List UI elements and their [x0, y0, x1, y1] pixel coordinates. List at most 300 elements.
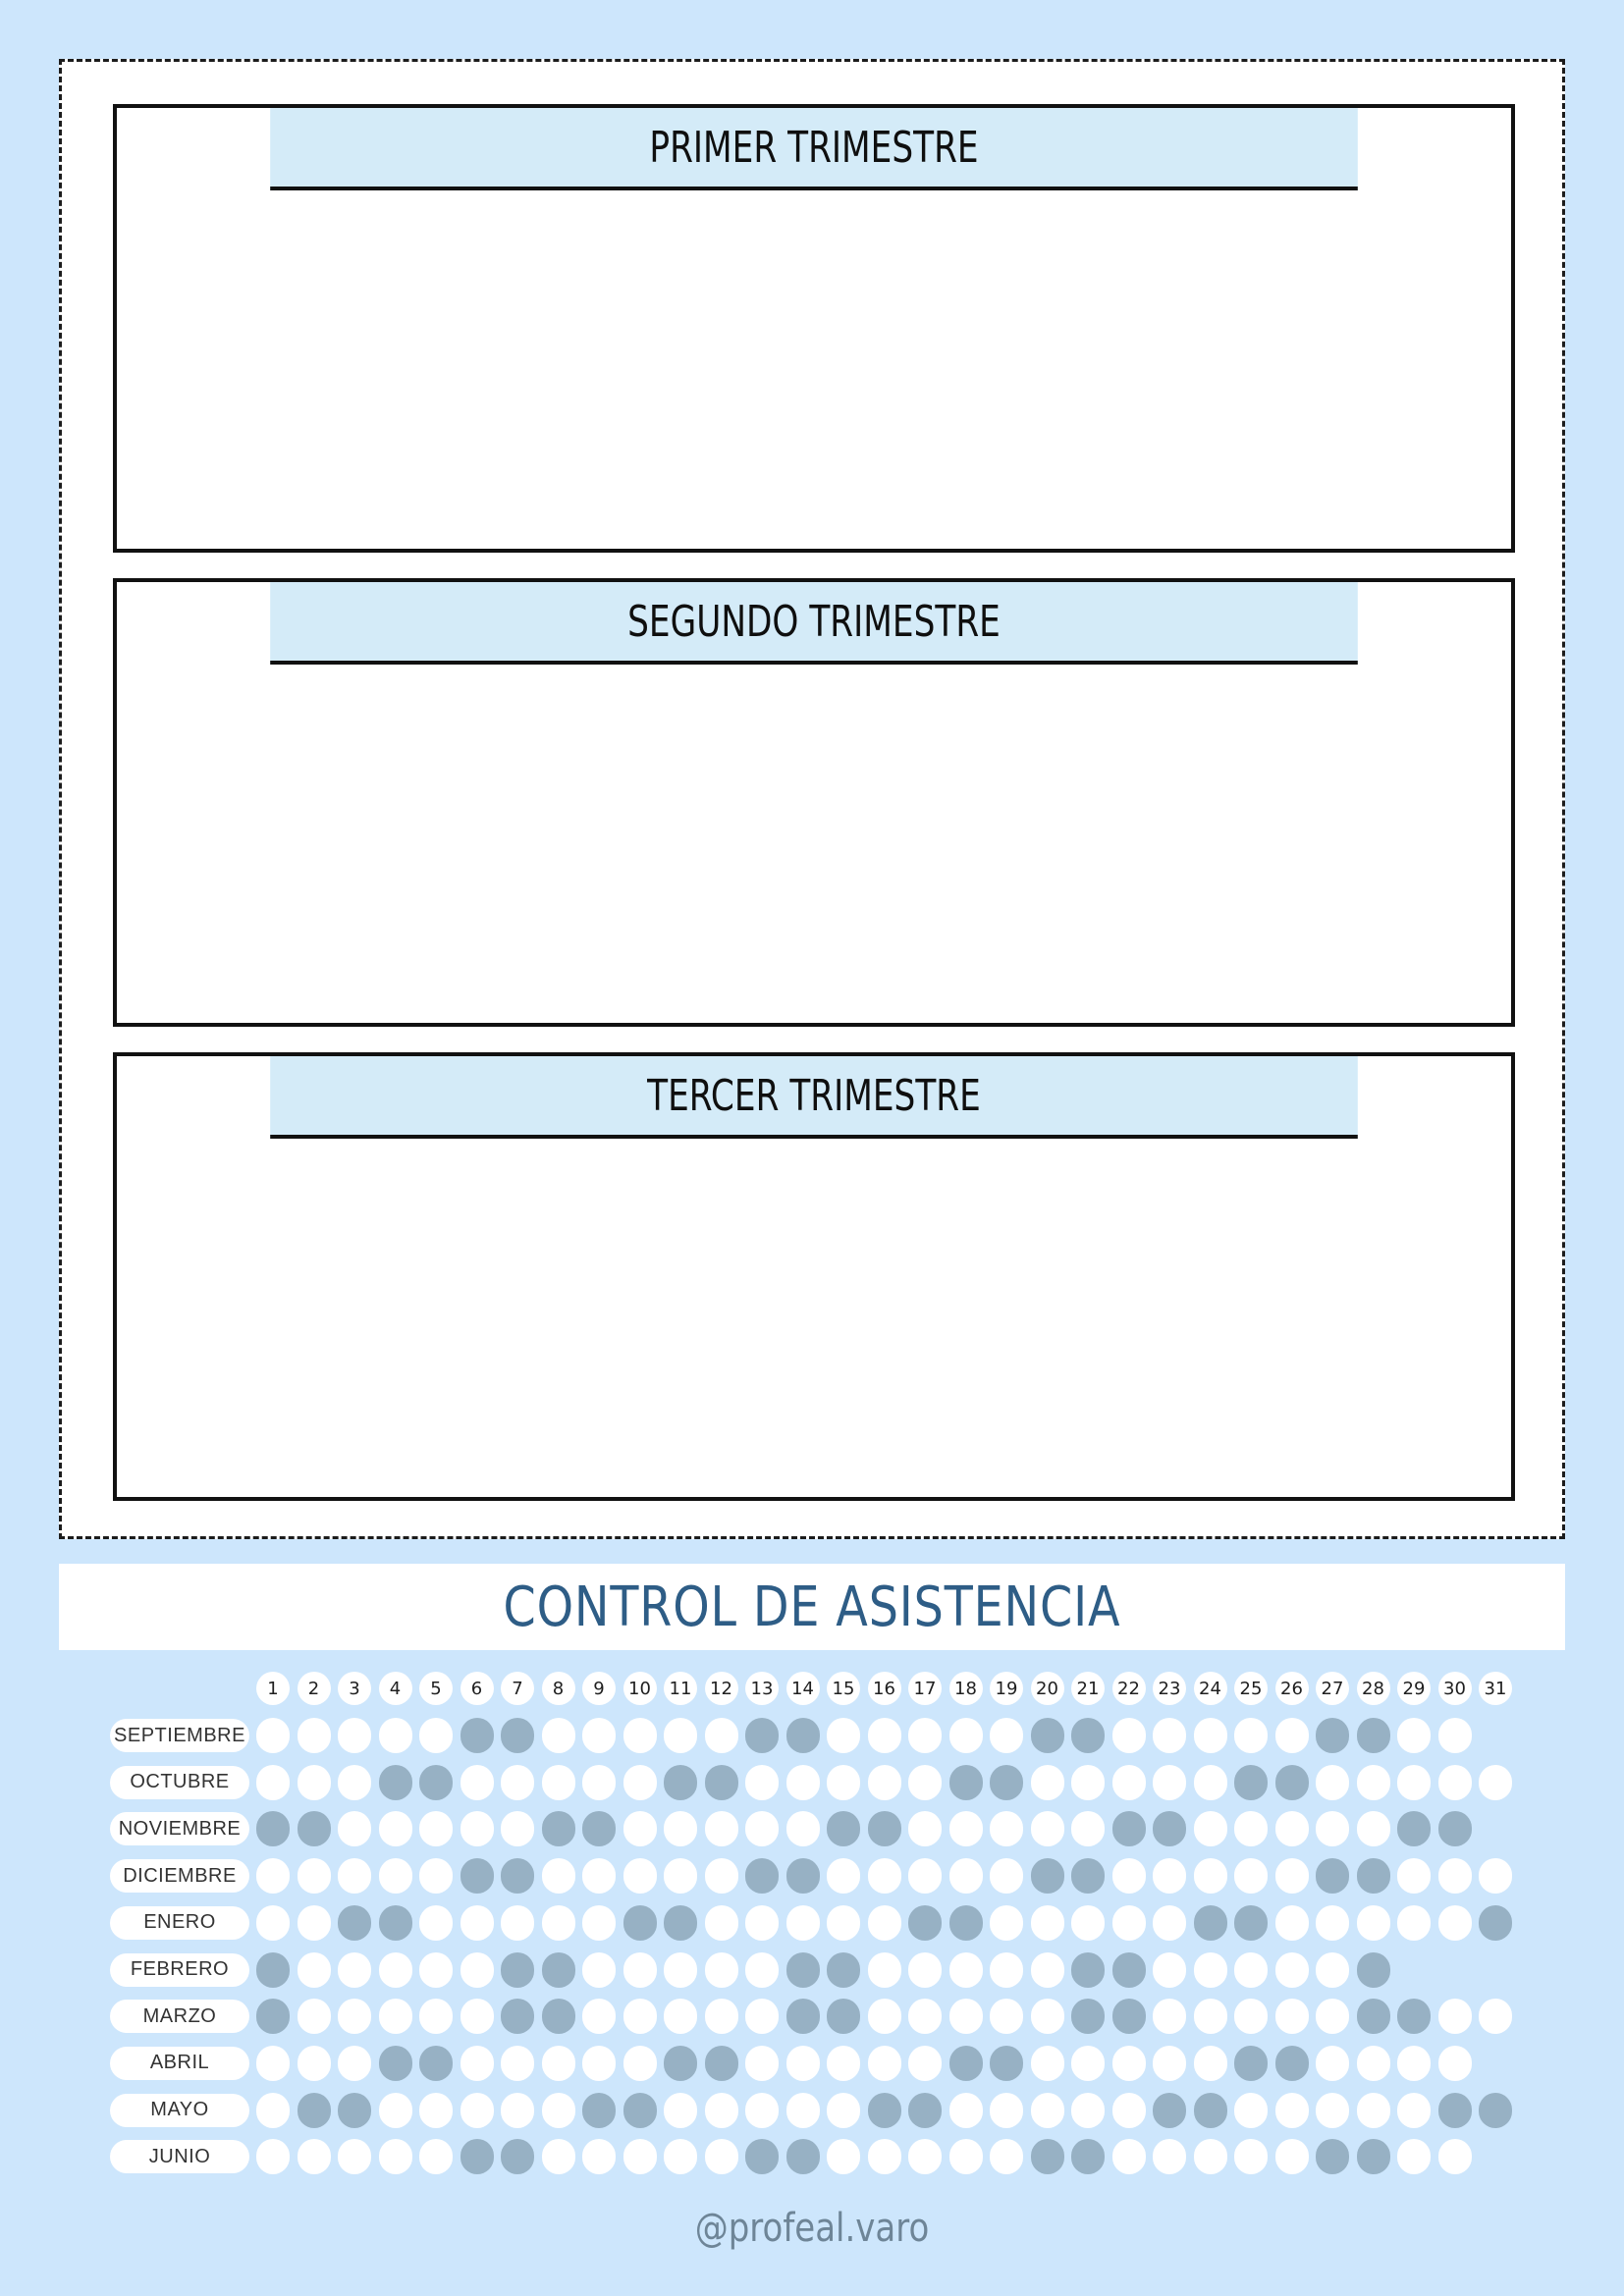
attendance-day-cell[interactable]: [827, 1765, 860, 1800]
weekend-day-cell[interactable]: [1153, 2093, 1186, 2128]
weekend-day-cell[interactable]: [1194, 1905, 1227, 1941]
attendance-day-cell[interactable]: [1479, 1858, 1512, 1894]
attendance-day-cell[interactable]: [786, 2046, 820, 2081]
attendance-day-cell[interactable]: [1438, 1999, 1472, 2034]
attendance-day-cell[interactable]: [664, 1999, 697, 2034]
attendance-day-cell[interactable]: [338, 1765, 371, 1800]
attendance-day-cell[interactable]: [1153, 1999, 1186, 2034]
weekend-day-cell[interactable]: [868, 1811, 901, 1846]
weekend-day-cell[interactable]: [1397, 1811, 1431, 1846]
attendance-day-cell[interactable]: [1275, 1952, 1309, 1988]
attendance-day-cell[interactable]: [1153, 2139, 1186, 2174]
attendance-day-cell[interactable]: [582, 2046, 616, 2081]
weekend-day-cell[interactable]: [664, 2046, 697, 2081]
attendance-day-cell[interactable]: [1397, 2046, 1431, 2081]
attendance-day-cell[interactable]: [868, 2139, 901, 2174]
attendance-day-cell[interactable]: [582, 1952, 616, 1988]
attendance-day-cell[interactable]: [623, 1718, 657, 1753]
weekend-day-cell[interactable]: [908, 1905, 942, 1941]
weekend-day-cell[interactable]: [949, 1905, 983, 1941]
attendance-day-cell[interactable]: [1316, 2093, 1349, 2128]
weekend-day-cell[interactable]: [338, 1905, 371, 1941]
weekend-day-cell[interactable]: [664, 1765, 697, 1800]
attendance-day-cell[interactable]: [460, 1765, 494, 1800]
attendance-day-cell[interactable]: [1112, 2139, 1146, 2174]
attendance-day-cell[interactable]: [1397, 1905, 1431, 1941]
attendance-day-cell[interactable]: [1194, 1952, 1227, 1988]
attendance-day-cell[interactable]: [868, 1765, 901, 1800]
attendance-day-cell[interactable]: [582, 1858, 616, 1894]
attendance-day-cell[interactable]: [298, 1718, 331, 1753]
weekend-day-cell[interactable]: [419, 1765, 453, 1800]
attendance-day-cell[interactable]: [1275, 1811, 1309, 1846]
attendance-day-cell[interactable]: [623, 1952, 657, 1988]
weekend-day-cell[interactable]: [1357, 1858, 1390, 1894]
weekend-day-cell[interactable]: [501, 1952, 534, 1988]
attendance-day-cell[interactable]: [256, 2093, 290, 2128]
weekend-day-cell[interactable]: [1357, 2139, 1390, 2174]
attendance-day-cell[interactable]: [338, 1858, 371, 1894]
attendance-day-cell[interactable]: [786, 1765, 820, 1800]
section-notes-area[interactable]: [117, 665, 1511, 1023]
weekend-day-cell[interactable]: [1438, 2093, 1472, 2128]
attendance-day-cell[interactable]: [990, 1811, 1023, 1846]
attendance-day-cell[interactable]: [501, 1905, 534, 1941]
attendance-day-cell[interactable]: [1194, 2046, 1227, 2081]
weekend-day-cell[interactable]: [745, 1858, 779, 1894]
attendance-day-cell[interactable]: [1275, 1905, 1309, 1941]
attendance-day-cell[interactable]: [1357, 1811, 1390, 1846]
attendance-day-cell[interactable]: [786, 1811, 820, 1846]
attendance-day-cell[interactable]: [1153, 1952, 1186, 1988]
weekend-day-cell[interactable]: [1031, 2139, 1064, 2174]
weekend-day-cell[interactable]: [1234, 1765, 1268, 1800]
attendance-day-cell[interactable]: [1194, 1858, 1227, 1894]
weekend-day-cell[interactable]: [786, 1999, 820, 2034]
weekend-day-cell[interactable]: [623, 2093, 657, 2128]
weekend-day-cell[interactable]: [542, 1999, 575, 2034]
attendance-day-cell[interactable]: [1234, 2139, 1268, 2174]
weekend-day-cell[interactable]: [1071, 1999, 1105, 2034]
weekend-day-cell[interactable]: [460, 1718, 494, 1753]
weekend-day-cell[interactable]: [501, 1999, 534, 2034]
attendance-day-cell[interactable]: [338, 1952, 371, 1988]
attendance-day-cell[interactable]: [298, 1999, 331, 2034]
attendance-day-cell[interactable]: [338, 1811, 371, 1846]
weekend-day-cell[interactable]: [1357, 1999, 1390, 2034]
attendance-day-cell[interactable]: [542, 2139, 575, 2174]
attendance-day-cell[interactable]: [1153, 1905, 1186, 1941]
attendance-day-cell[interactable]: [1357, 1905, 1390, 1941]
attendance-day-cell[interactable]: [379, 1999, 412, 2034]
attendance-day-cell[interactable]: [949, 2093, 983, 2128]
weekend-day-cell[interactable]: [1031, 1718, 1064, 1753]
attendance-day-cell[interactable]: [908, 1765, 942, 1800]
attendance-day-cell[interactable]: [745, 1999, 779, 2034]
attendance-day-cell[interactable]: [1357, 1765, 1390, 1800]
attendance-day-cell[interactable]: [542, 1858, 575, 1894]
weekend-day-cell[interactable]: [1031, 1858, 1064, 1894]
attendance-day-cell[interactable]: [256, 2046, 290, 2081]
weekend-day-cell[interactable]: [1275, 2046, 1309, 2081]
attendance-day-cell[interactable]: [1194, 1811, 1227, 1846]
weekend-day-cell[interactable]: [1357, 1952, 1390, 1988]
attendance-day-cell[interactable]: [1234, 1718, 1268, 1753]
attendance-day-cell[interactable]: [949, 1811, 983, 1846]
attendance-day-cell[interactable]: [298, 2139, 331, 2174]
attendance-day-cell[interactable]: [786, 1905, 820, 1941]
attendance-day-cell[interactable]: [419, 1811, 453, 1846]
weekend-day-cell[interactable]: [827, 1999, 860, 2034]
attendance-day-cell[interactable]: [990, 1858, 1023, 1894]
weekend-day-cell[interactable]: [623, 1905, 657, 1941]
weekend-day-cell[interactable]: [745, 1718, 779, 1753]
attendance-day-cell[interactable]: [419, 1718, 453, 1753]
attendance-day-cell[interactable]: [705, 2139, 738, 2174]
attendance-day-cell[interactable]: [908, 2139, 942, 2174]
weekend-day-cell[interactable]: [379, 2046, 412, 2081]
attendance-day-cell[interactable]: [1112, 1718, 1146, 1753]
attendance-day-cell[interactable]: [338, 1718, 371, 1753]
attendance-day-cell[interactable]: [908, 1999, 942, 2034]
attendance-day-cell[interactable]: [745, 1811, 779, 1846]
attendance-day-cell[interactable]: [1438, 1858, 1472, 1894]
attendance-day-cell[interactable]: [1397, 1858, 1431, 1894]
attendance-day-cell[interactable]: [501, 2046, 534, 2081]
attendance-day-cell[interactable]: [949, 2139, 983, 2174]
weekend-day-cell[interactable]: [990, 2046, 1023, 2081]
attendance-day-cell[interactable]: [990, 1718, 1023, 1753]
attendance-day-cell[interactable]: [949, 1858, 983, 1894]
attendance-day-cell[interactable]: [419, 2093, 453, 2128]
weekend-day-cell[interactable]: [786, 2139, 820, 2174]
attendance-day-cell[interactable]: [419, 1858, 453, 1894]
attendance-day-cell[interactable]: [827, 2046, 860, 2081]
attendance-day-cell[interactable]: [827, 2139, 860, 2174]
attendance-day-cell[interactable]: [1031, 1765, 1064, 1800]
weekend-day-cell[interactable]: [542, 1811, 575, 1846]
attendance-day-cell[interactable]: [1275, 1999, 1309, 2034]
weekend-day-cell[interactable]: [379, 1765, 412, 1800]
weekend-day-cell[interactable]: [1275, 1765, 1309, 1800]
attendance-day-cell[interactable]: [298, 2046, 331, 2081]
weekend-day-cell[interactable]: [298, 2093, 331, 2128]
weekend-day-cell[interactable]: [664, 1905, 697, 1941]
attendance-day-cell[interactable]: [745, 2093, 779, 2128]
attendance-day-cell[interactable]: [1479, 1999, 1512, 2034]
attendance-day-cell[interactable]: [705, 1999, 738, 2034]
attendance-day-cell[interactable]: [1275, 2139, 1309, 2174]
attendance-day-cell[interactable]: [705, 1858, 738, 1894]
attendance-day-cell[interactable]: [542, 1765, 575, 1800]
attendance-day-cell[interactable]: [1438, 2139, 1472, 2174]
attendance-day-cell[interactable]: [582, 1999, 616, 2034]
attendance-day-cell[interactable]: [256, 1765, 290, 1800]
attendance-day-cell[interactable]: [705, 1952, 738, 1988]
weekend-day-cell[interactable]: [827, 1811, 860, 1846]
attendance-day-cell[interactable]: [338, 2139, 371, 2174]
weekend-day-cell[interactable]: [582, 1811, 616, 1846]
attendance-day-cell[interactable]: [1438, 1765, 1472, 1800]
attendance-day-cell[interactable]: [1316, 1765, 1349, 1800]
attendance-day-cell[interactable]: [868, 1718, 901, 1753]
attendance-day-cell[interactable]: [1234, 1811, 1268, 1846]
attendance-day-cell[interactable]: [1112, 2093, 1146, 2128]
weekend-day-cell[interactable]: [1479, 2093, 1512, 2128]
weekend-day-cell[interactable]: [501, 1858, 534, 1894]
attendance-day-cell[interactable]: [1153, 1718, 1186, 1753]
attendance-day-cell[interactable]: [1153, 1765, 1186, 1800]
attendance-day-cell[interactable]: [1194, 1765, 1227, 1800]
attendance-day-cell[interactable]: [868, 2046, 901, 2081]
attendance-day-cell[interactable]: [1316, 1999, 1349, 2034]
section-notes-area[interactable]: [117, 1139, 1511, 1497]
attendance-day-cell[interactable]: [256, 1718, 290, 1753]
attendance-day-cell[interactable]: [1397, 2139, 1431, 2174]
attendance-day-cell[interactable]: [908, 1858, 942, 1894]
weekend-day-cell[interactable]: [908, 2093, 942, 2128]
attendance-day-cell[interactable]: [256, 1858, 290, 1894]
weekend-day-cell[interactable]: [990, 1765, 1023, 1800]
attendance-day-cell[interactable]: [827, 2093, 860, 2128]
attendance-day-cell[interactable]: [379, 1811, 412, 1846]
attendance-day-cell[interactable]: [1397, 1718, 1431, 1753]
weekend-day-cell[interactable]: [1194, 2093, 1227, 2128]
attendance-day-cell[interactable]: [745, 1765, 779, 1800]
attendance-day-cell[interactable]: [256, 1905, 290, 1941]
attendance-day-cell[interactable]: [419, 1952, 453, 1988]
weekend-day-cell[interactable]: [1071, 1858, 1105, 1894]
attendance-day-cell[interactable]: [379, 2093, 412, 2128]
attendance-day-cell[interactable]: [1316, 1905, 1349, 1941]
attendance-day-cell[interactable]: [1234, 1952, 1268, 1988]
attendance-day-cell[interactable]: [1031, 1999, 1064, 2034]
weekend-day-cell[interactable]: [1316, 2139, 1349, 2174]
attendance-day-cell[interactable]: [1031, 2093, 1064, 2128]
attendance-day-cell[interactable]: [623, 1999, 657, 2034]
attendance-day-cell[interactable]: [1479, 1765, 1512, 1800]
attendance-day-cell[interactable]: [1316, 1952, 1349, 1988]
attendance-day-cell[interactable]: [949, 1999, 983, 2034]
weekend-day-cell[interactable]: [786, 1718, 820, 1753]
attendance-day-cell[interactable]: [786, 2093, 820, 2128]
attendance-day-cell[interactable]: [745, 2046, 779, 2081]
attendance-day-cell[interactable]: [460, 1952, 494, 1988]
attendance-day-cell[interactable]: [582, 1718, 616, 1753]
weekend-day-cell[interactable]: [256, 1952, 290, 1988]
attendance-day-cell[interactable]: [542, 2046, 575, 2081]
attendance-day-cell[interactable]: [298, 1765, 331, 1800]
attendance-day-cell[interactable]: [908, 1952, 942, 1988]
weekend-day-cell[interactable]: [1071, 1952, 1105, 1988]
weekend-day-cell[interactable]: [501, 1718, 534, 1753]
weekend-day-cell[interactable]: [949, 2046, 983, 2081]
attendance-day-cell[interactable]: [501, 2093, 534, 2128]
attendance-day-cell[interactable]: [827, 1718, 860, 1753]
attendance-day-cell[interactable]: [705, 1718, 738, 1753]
attendance-day-cell[interactable]: [338, 2046, 371, 2081]
attendance-day-cell[interactable]: [379, 1718, 412, 1753]
attendance-day-cell[interactable]: [542, 2093, 575, 2128]
attendance-day-cell[interactable]: [1438, 1905, 1472, 1941]
attendance-day-cell[interactable]: [501, 1765, 534, 1800]
weekend-day-cell[interactable]: [1234, 2046, 1268, 2081]
weekend-day-cell[interactable]: [827, 1952, 860, 1988]
attendance-day-cell[interactable]: [908, 1811, 942, 1846]
attendance-day-cell[interactable]: [460, 1811, 494, 1846]
attendance-day-cell[interactable]: [1071, 1765, 1105, 1800]
attendance-day-cell[interactable]: [868, 1952, 901, 1988]
attendance-day-cell[interactable]: [623, 1765, 657, 1800]
attendance-day-cell[interactable]: [1194, 1999, 1227, 2034]
attendance-day-cell[interactable]: [623, 1811, 657, 1846]
attendance-day-cell[interactable]: [1397, 1765, 1431, 1800]
attendance-day-cell[interactable]: [1031, 1952, 1064, 1988]
attendance-day-cell[interactable]: [990, 1905, 1023, 1941]
attendance-day-cell[interactable]: [338, 1999, 371, 2034]
weekend-day-cell[interactable]: [1438, 1811, 1472, 1846]
weekend-day-cell[interactable]: [1316, 1858, 1349, 1894]
attendance-day-cell[interactable]: [1397, 2093, 1431, 2128]
attendance-day-cell[interactable]: [990, 2093, 1023, 2128]
attendance-day-cell[interactable]: [542, 1718, 575, 1753]
attendance-day-cell[interactable]: [1071, 2093, 1105, 2128]
weekend-day-cell[interactable]: [868, 2093, 901, 2128]
attendance-day-cell[interactable]: [256, 2139, 290, 2174]
attendance-day-cell[interactable]: [298, 1952, 331, 1988]
attendance-day-cell[interactable]: [379, 1952, 412, 1988]
attendance-day-cell[interactable]: [1275, 1718, 1309, 1753]
attendance-day-cell[interactable]: [460, 2046, 494, 2081]
attendance-day-cell[interactable]: [1438, 1718, 1472, 1753]
weekend-day-cell[interactable]: [256, 1999, 290, 2034]
weekend-day-cell[interactable]: [298, 1811, 331, 1846]
weekend-day-cell[interactable]: [705, 1765, 738, 1800]
attendance-day-cell[interactable]: [1031, 1811, 1064, 1846]
attendance-day-cell[interactable]: [1234, 2093, 1268, 2128]
attendance-day-cell[interactable]: [542, 1905, 575, 1941]
attendance-day-cell[interactable]: [827, 1905, 860, 1941]
attendance-day-cell[interactable]: [419, 1905, 453, 1941]
weekend-day-cell[interactable]: [256, 1811, 290, 1846]
attendance-day-cell[interactable]: [908, 1718, 942, 1753]
attendance-day-cell[interactable]: [582, 1765, 616, 1800]
attendance-day-cell[interactable]: [868, 1905, 901, 1941]
attendance-day-cell[interactable]: [949, 1718, 983, 1753]
attendance-day-cell[interactable]: [1112, 1765, 1146, 1800]
weekend-day-cell[interactable]: [1316, 1718, 1349, 1753]
weekend-day-cell[interactable]: [786, 1952, 820, 1988]
weekend-day-cell[interactable]: [460, 1858, 494, 1894]
attendance-day-cell[interactable]: [1112, 2046, 1146, 2081]
attendance-day-cell[interactable]: [1071, 1905, 1105, 1941]
attendance-day-cell[interactable]: [664, 1718, 697, 1753]
weekend-day-cell[interactable]: [1153, 1811, 1186, 1846]
weekend-day-cell[interactable]: [419, 2046, 453, 2081]
weekend-day-cell[interactable]: [705, 2046, 738, 2081]
attendance-day-cell[interactable]: [1031, 1905, 1064, 1941]
attendance-day-cell[interactable]: [298, 1905, 331, 1941]
weekend-day-cell[interactable]: [1112, 1952, 1146, 1988]
section-notes-area[interactable]: [117, 190, 1511, 549]
weekend-day-cell[interactable]: [1071, 2139, 1105, 2174]
attendance-day-cell[interactable]: [1438, 2046, 1472, 2081]
attendance-day-cell[interactable]: [623, 2139, 657, 2174]
weekend-day-cell[interactable]: [1234, 1905, 1268, 1941]
attendance-day-cell[interactable]: [1234, 1858, 1268, 1894]
attendance-day-cell[interactable]: [664, 1811, 697, 1846]
attendance-day-cell[interactable]: [460, 1905, 494, 1941]
attendance-day-cell[interactable]: [1316, 1811, 1349, 1846]
attendance-day-cell[interactable]: [868, 1858, 901, 1894]
weekend-day-cell[interactable]: [1479, 1905, 1512, 1941]
attendance-day-cell[interactable]: [1234, 1999, 1268, 2034]
attendance-day-cell[interactable]: [1357, 2093, 1390, 2128]
attendance-day-cell[interactable]: [1031, 2046, 1064, 2081]
attendance-day-cell[interactable]: [1275, 1858, 1309, 1894]
attendance-day-cell[interactable]: [1357, 2046, 1390, 2081]
attendance-day-cell[interactable]: [664, 2139, 697, 2174]
attendance-day-cell[interactable]: [990, 1952, 1023, 1988]
attendance-day-cell[interactable]: [745, 1905, 779, 1941]
attendance-day-cell[interactable]: [582, 2139, 616, 2174]
attendance-day-cell[interactable]: [623, 1858, 657, 1894]
attendance-day-cell[interactable]: [419, 1999, 453, 2034]
attendance-day-cell[interactable]: [298, 1858, 331, 1894]
attendance-day-cell[interactable]: [664, 1952, 697, 1988]
attendance-day-cell[interactable]: [664, 1858, 697, 1894]
weekend-day-cell[interactable]: [949, 1765, 983, 1800]
attendance-day-cell[interactable]: [1194, 1718, 1227, 1753]
attendance-day-cell[interactable]: [868, 1999, 901, 2034]
weekend-day-cell[interactable]: [1357, 1718, 1390, 1753]
attendance-day-cell[interactable]: [705, 1905, 738, 1941]
attendance-day-cell[interactable]: [949, 1952, 983, 1988]
weekend-day-cell[interactable]: [1071, 1718, 1105, 1753]
weekend-day-cell[interactable]: [501, 2139, 534, 2174]
attendance-day-cell[interactable]: [1071, 1811, 1105, 1846]
weekend-day-cell[interactable]: [338, 2093, 371, 2128]
attendance-day-cell[interactable]: [1153, 1858, 1186, 1894]
attendance-day-cell[interactable]: [705, 1811, 738, 1846]
attendance-day-cell[interactable]: [1112, 1858, 1146, 1894]
weekend-day-cell[interactable]: [460, 2139, 494, 2174]
weekend-day-cell[interactable]: [582, 2093, 616, 2128]
weekend-day-cell[interactable]: [1112, 1811, 1146, 1846]
attendance-day-cell[interactable]: [1316, 2046, 1349, 2081]
weekend-day-cell[interactable]: [379, 1905, 412, 1941]
attendance-day-cell[interactable]: [379, 2139, 412, 2174]
attendance-day-cell[interactable]: [460, 2093, 494, 2128]
attendance-day-cell[interactable]: [582, 1905, 616, 1941]
attendance-day-cell[interactable]: [501, 1811, 534, 1846]
weekend-day-cell[interactable]: [786, 1858, 820, 1894]
attendance-day-cell[interactable]: [460, 1999, 494, 2034]
attendance-day-cell[interactable]: [990, 1999, 1023, 2034]
weekend-day-cell[interactable]: [745, 2139, 779, 2174]
attendance-day-cell[interactable]: [827, 1858, 860, 1894]
attendance-day-cell[interactable]: [379, 1858, 412, 1894]
attendance-day-cell[interactable]: [1112, 1905, 1146, 1941]
weekend-day-cell[interactable]: [1112, 1999, 1146, 2034]
attendance-day-cell[interactable]: [990, 2139, 1023, 2174]
attendance-day-cell[interactable]: [1153, 2046, 1186, 2081]
weekend-day-cell[interactable]: [542, 1952, 575, 1988]
attendance-day-cell[interactable]: [745, 1952, 779, 1988]
attendance-day-cell[interactable]: [1194, 2139, 1227, 2174]
attendance-day-cell[interactable]: [908, 2046, 942, 2081]
attendance-day-cell[interactable]: [705, 2093, 738, 2128]
